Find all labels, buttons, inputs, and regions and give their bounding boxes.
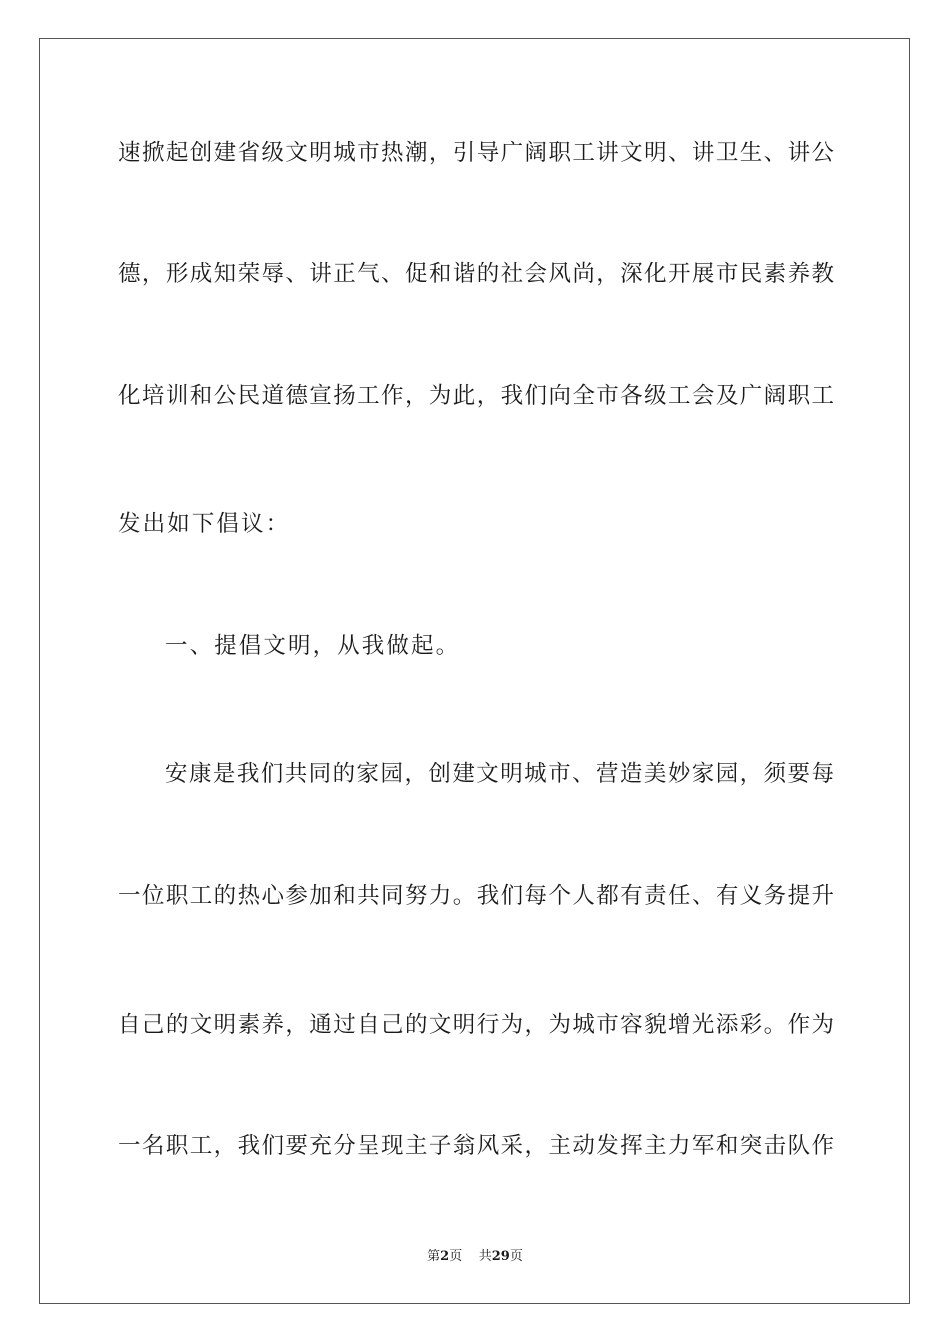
text-line: 安康是我们共同的家园，创建文明城市、营造美妙家园，须要每 <box>165 761 834 787</box>
page-footer <box>0 1248 950 1266</box>
total-pages: 29 <box>491 1249 510 1264</box>
total-prefix: 共 <box>478 1249 492 1264</box>
text-line: 德，形成知荣辱、讲正气、促和谐的社会风尚，深化开展市民素养教 <box>118 261 834 287</box>
text-line: 一位职工的热心参加和共同努力。我们每个人都有责任、有义务提升 <box>118 883 834 909</box>
text-line: 速掀起创建省级文明城市热潮，引导广阔职工讲文明、讲卫生、讲公 <box>118 140 834 166</box>
text-line: 自己的文明素养，通过自己的文明行为，为城市容貌增光添彩。作为 <box>118 1012 834 1038</box>
text-line: 一名职工，我们要充分呈现主子翁风采，主动发挥主力军和突击队作 <box>118 1133 834 1159</box>
total-suffix: 页 <box>509 1249 523 1264</box>
page-prefix: 第 <box>427 1249 441 1264</box>
page-suffix: 页 <box>449 1249 463 1264</box>
text-line: 发出如下倡议： <box>118 511 291 537</box>
text-line: 化培训和公民道德宣扬工作，为此，我们向全市各级工会及广阔职工 <box>118 383 834 409</box>
section-heading: 一、提倡文明，从我做起。 <box>165 633 461 659</box>
page-number: 2 <box>440 1249 450 1264</box>
page-border <box>39 38 910 1304</box>
